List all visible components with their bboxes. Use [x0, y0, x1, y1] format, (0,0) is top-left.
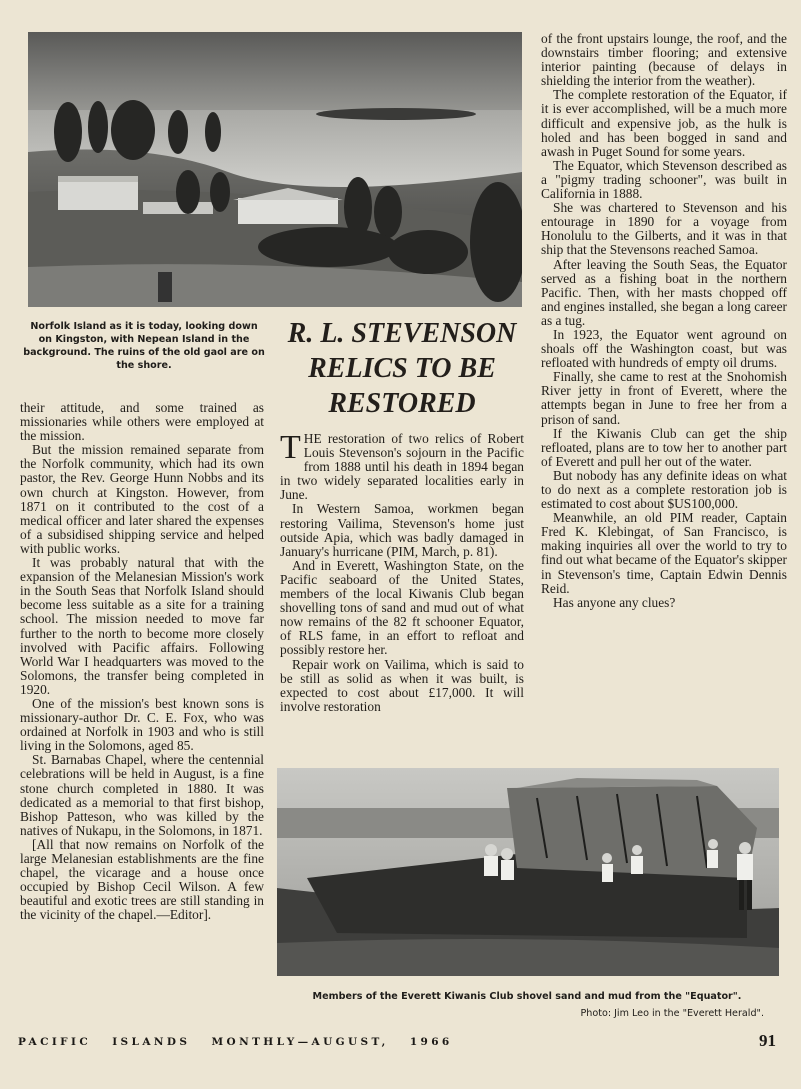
photo-caption: Norfolk Island as it is today, looking down on Kingston, with Nepean Island in the background. The ruins of the old gaol are on the shore.	[23, 321, 265, 371]
paragraph: of the front upstairs lounge, the roof, and the downstairs timber flooring; and extensive interior painting (because of delays in shielding the interior from the weather).	[541, 31, 787, 89]
equator-ship-photo	[277, 768, 779, 976]
headline-line: RESTORED	[328, 388, 476, 419]
caption-text: Members of the Everett Kiwanis Club shovel sand and mud from the "Equator".	[312, 991, 742, 1002]
norfolk-island-photo	[28, 32, 522, 307]
page-footer	[18, 1032, 780, 1056]
article-column-middle	[280, 429, 524, 714]
headline-line: R. L. STEVENSON	[287, 318, 517, 349]
paragraph: St. Barnabas Chapel, where the centennial celebrations will be held in August, is a fine stone church completed in 1880. It was dedicated as a memorial to that first bishop, Bishop Patteson, who was killed by the natives of Nukapu, in the Solomons, in 1871.	[20, 752, 264, 838]
lead-paragraph	[280, 429, 524, 503]
paragraph: And in Everett, Washington State, on the Pacific seaboard of the United States, members of the local Kiwanis Club began shovelling tons of sand and mud out of what now remains of the 82 ft schooner Equator, of RLS fame, in an effort to refloat and possibly restore her.	[280, 557, 524, 658]
paragraph: [All that now remains on Norfolk of the large Melanesian establishments are the fine chapel, the vicarage and a house once occupied by Bishop Cecil Wilson. A few beautiful and exotic trees are still standing in the vicinity of the chapel.—Editor].	[20, 836, 264, 923]
paragraph: In Western Samoa, workmen began restoring Vailima, Stevenson's home just outside Apia, which was badly damaged in January's hurricane (PIM, March, p. 81).	[280, 501, 524, 559]
paragraph: After leaving the South Seas, the Equator served as a fishing boat in the northern Pacific. Then, with her masts chopped off and engines installed, she began a long career as a tug.	[541, 256, 787, 328]
publication-line: PACIFIC ISLANDS MONTHLY—AUGUST, 1966	[18, 1036, 453, 1048]
paragraph: In 1923, the Equator went aground on shoals off the Washington coast, but was refloated with hundreds of empty oil drums.	[541, 326, 787, 371]
ship-photo-caption	[282, 988, 772, 1022]
photo-credit: Photo: Jim Leo in the "Everett Herald".	[580, 1008, 764, 1019]
paragraph: The complete restoration of the Equator, if it is ever accomplished, will be a much more difficult and expensive job, as the hulk is holed and has been bogged in sand and awash in Puget Sound for some years.	[541, 87, 787, 159]
paragraph: their attitude, and some trained as missionaries while others were employed at the mission.	[20, 400, 264, 444]
article-column-right	[541, 32, 787, 610]
paragraph: If the Kiwanis Club can get the ship refloated, plans are to tow her to another part of Everett and pull her out of the water.	[541, 425, 787, 469]
paragraph: Finally, she came to rest at the Snohomish River jetty in front of Everett, where the attempts began in June to free her from a prison of sand.	[541, 369, 787, 427]
paragraph: It was probably natural that with the expansion of the Melanesian Mission's work in the South Seas that Norfolk Island should become less suitable as a site for a training school. The mission needed to move far further to the north to become more closely involved with Pacific affairs. Following World War I headquarters was moved to the Solomons, the transfer being completed in 1920.	[20, 555, 264, 697]
article-column-left	[20, 401, 264, 922]
paragraph: One of the mission's best known sons is missionary-author Dr. C. E. Fox, who was ordained at Norfolk in 1903 and who is still living in the Solomons, aged 85.	[20, 695, 264, 754]
paragraph: But nobody has any definite ideas on what to do next as a complete restoration job is estimated to cost about $US100,000.	[541, 467, 787, 512]
paragraph: Meanwhile, an old PIM reader, Captain Fred K. Klebingat, of San Francisco, is making inquiries all over the world to try to find out what became of the Equator's skipper in Stevenson's time, Captain Edwin Dennis Reid.	[541, 510, 787, 596]
paragraph: Repair work on Vailima, which is said to be still as solid as when it was built, is expected to cost about £17,000. It will involve restoration	[280, 656, 524, 714]
paragraph: The Equator, which Stevenson described as a "pigmy trading schooner", was built in California in 1888.	[541, 157, 787, 202]
article-headline	[268, 316, 536, 421]
headline-line: RELICS TO BE	[308, 353, 496, 384]
paragraph: She was chartered to Stevenson and his entourage in 1890 for a voyage from Honolulu to the Gilberts, and it was in that ship that the Stevensons reached Samoa.	[541, 200, 787, 258]
paragraph: Has anyone any clues?	[553, 594, 676, 610]
lead-text: HE restoration of two relics of Robert Louis Stevenson's sojourn in the Pacific from 1888 until his death in 1894 began in two widely separated localities early in June.	[280, 431, 524, 503]
paragraph: But the mission remained separate from the Norfolk community, which had its own pastor, the Rev. George Hunn Nobbs and its own church at Kingston. However, from 1871 on it contributed to the cost of a medical officer and later shared the expenses of a subsidised shipping service and helped with public works.	[20, 442, 264, 556]
page-number: 91	[759, 1031, 776, 1050]
drop-cap: T	[280, 429, 301, 466]
